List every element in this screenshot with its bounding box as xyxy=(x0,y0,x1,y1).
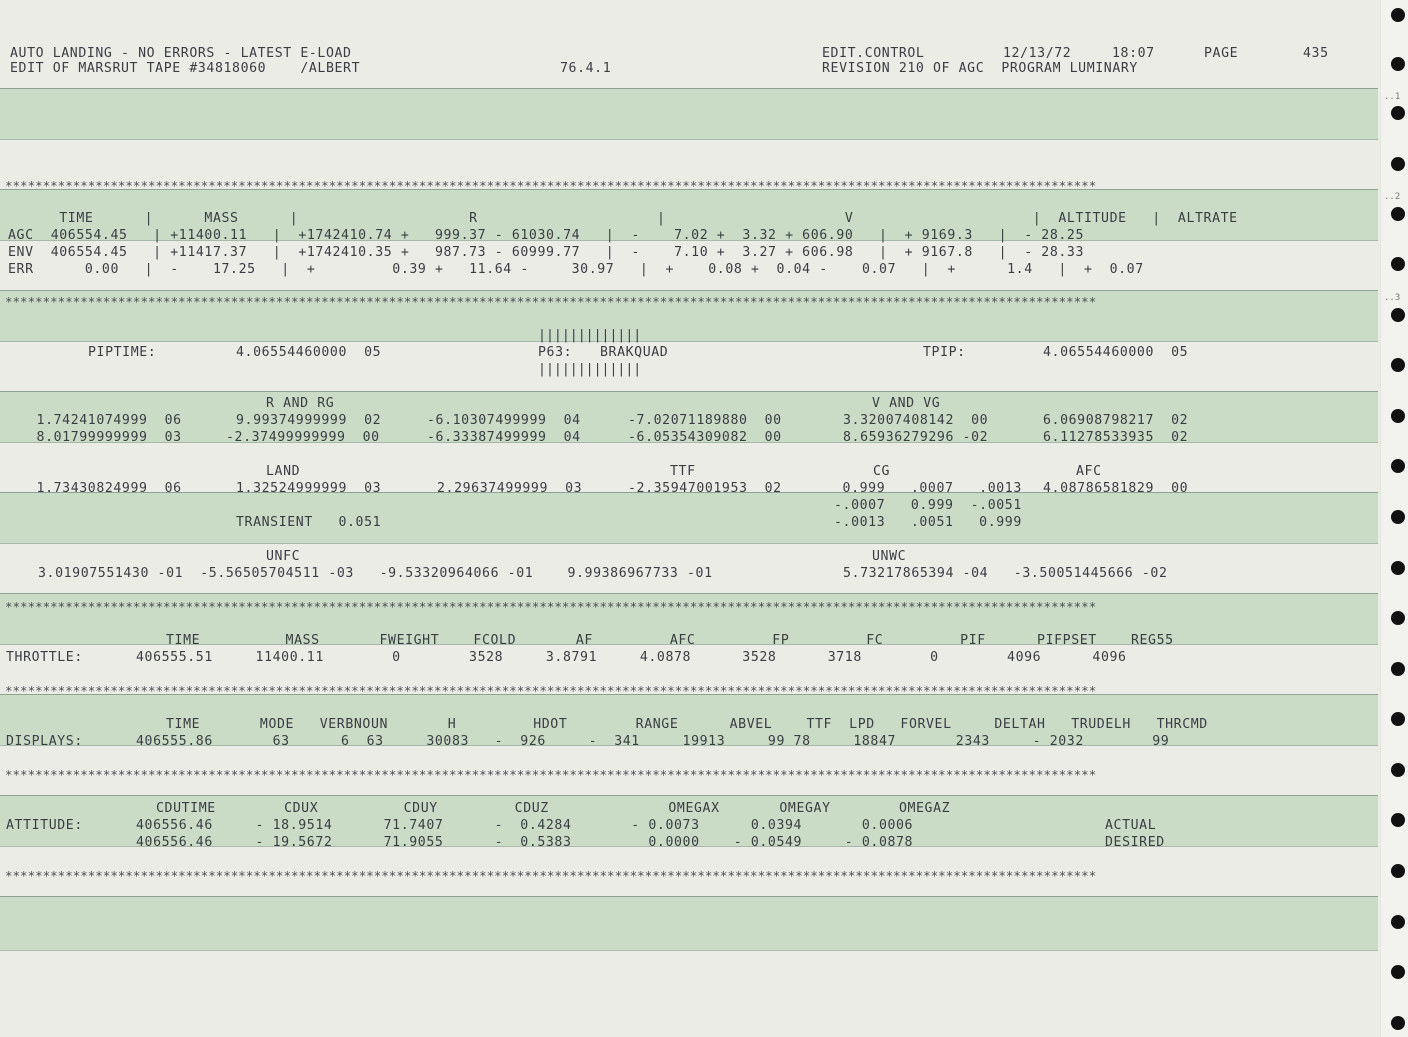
tpip-value: 4.06554460000 05 xyxy=(1043,345,1189,360)
header-time: 18:07 xyxy=(1112,46,1155,61)
land-label: LAND xyxy=(266,464,301,479)
fold-mark: ..2 xyxy=(1384,192,1401,202)
unfc-row: 3.01907551430 -01 -5.56505704511 -03 -9.53320964066 -01 9.99386967733 -01 xyxy=(38,566,713,581)
tpip-label: TPIP: xyxy=(923,345,966,360)
r-rg-label: R AND RG xyxy=(266,396,335,411)
sprocket-hole-icon xyxy=(1391,257,1405,271)
vector-cell: 1.74241074999 06 xyxy=(28,413,182,428)
vector-cell: -2.37499999999 00 xyxy=(226,430,380,445)
asterisk-separator: ************************************************************************************************************************************************* xyxy=(5,767,1097,782)
green-band xyxy=(0,492,1378,544)
asterisk-separator: ************************************************************************************************************************************************* xyxy=(5,294,1097,309)
asterisk-separator: ************************************************************************************************************************************************* xyxy=(5,178,1097,193)
sprocket-hole-icon xyxy=(1391,763,1405,777)
piptime-label: PIPTIME: xyxy=(88,345,157,360)
header-edit-control: EDIT.CONTROL xyxy=(822,46,925,61)
header-version: 76.4.1 xyxy=(560,61,612,76)
sprocket-hole-icon xyxy=(1391,157,1405,171)
sprocket-hole-icon xyxy=(1391,308,1405,322)
afc-value: 4.08786581829 00 xyxy=(1043,481,1189,496)
attitude-actual-row: 406556.46 - 18.9514 71.7407 - 0.4284 - 0.0073 0.0394 0.0006 xyxy=(136,818,914,833)
sprocket-hole-icon xyxy=(1391,459,1405,473)
vector-cell: -6.10307499999 04 xyxy=(427,413,581,428)
attitude-desired-row: 406556.46 - 19.5672 71.9055 - 0.5383 0.0000 - 0.0549 - 0.0878 xyxy=(136,835,914,850)
ttf-value: -2.35947001953 02 xyxy=(628,481,782,496)
throttle-values: 406555.51 11400.11 0 3528 3.8791 4.0878 3528 3718 0 4096 4096 xyxy=(136,650,1127,665)
throttle-label: THROTTLE: xyxy=(6,650,83,665)
sprocket-hole-icon xyxy=(1391,662,1405,676)
bar-marks-top: ||||||||||||| xyxy=(538,328,642,343)
header-page-number: 435 xyxy=(1303,46,1329,61)
displays-label: DISPLAYS: xyxy=(6,734,83,749)
cg-row: -.0007 0.999 -.0051 xyxy=(834,498,1022,513)
cg-row: 0.999 .0007 .0013 xyxy=(834,481,1022,496)
sprocket-hole-icon xyxy=(1391,358,1405,372)
green-band xyxy=(0,896,1378,951)
unwc-label: UNWC xyxy=(872,549,907,564)
vector-cell: 6.06908798217 02 xyxy=(1043,413,1189,428)
vector-cell: -6.33387499999 04 xyxy=(427,430,581,445)
unwc-row: 5.73217865394 -04 -3.50051445666 -02 xyxy=(843,566,1168,581)
piptime-value: 4.06554460000 05 xyxy=(236,345,382,360)
desired-label: DESIRED xyxy=(1105,835,1165,850)
sprocket-hole-icon xyxy=(1391,915,1405,929)
vector-cell: -7.02071189880 00 xyxy=(628,413,782,428)
displays-values: 406555.86 63 6 63 30083 - 926 - 341 19913 99 78 18847 2343 - 2032 99 xyxy=(136,734,1170,749)
header-title: AUTO LANDING - NO ERRORS - LATEST E-LOAD xyxy=(10,46,352,61)
asterisk-separator: ************************************************************************************************************************************************* xyxy=(5,868,1097,883)
vector-cell: 6.11278533935 02 xyxy=(1043,430,1189,445)
program-label: P63: xyxy=(538,345,573,360)
attitude-label: ATTITUDE: xyxy=(6,818,83,833)
state-table-header: TIME | MASS | R | V | ALTITUDE | ALTRATE xyxy=(8,211,1238,226)
attitude-headers: CDUTIME CDUX CDUY CDUZ OMEGAX OMEGAY OMEGAZ xyxy=(156,801,951,816)
cg-label: CG xyxy=(873,464,891,479)
sprocket-hole-icon xyxy=(1391,106,1405,120)
actual-label: ACTUAL xyxy=(1105,818,1157,833)
transient-line: TRANSIENT 0.051 xyxy=(236,515,382,530)
vector-cell: 3.32007408142 00 xyxy=(843,413,989,428)
displays-headers: TIME MODE VERBNOUN H HDOT RANGE ABVEL TTF LPD FORVEL DELTAH TRUDELH THRCMD xyxy=(166,717,1208,732)
fold-mark: ..3 xyxy=(1384,293,1401,303)
state-row-err: ERR 0.00 | - 17.25 | + 0.39 + 11.64 - 30.97 | + 0.08 + 0.04 - 0.07 | + 1.4 | + 0.07 xyxy=(8,262,1144,277)
header-page-label: PAGE xyxy=(1204,46,1239,61)
sprocket-hole-icon xyxy=(1391,510,1405,524)
state-row-agc: AGC 406554.45 | +11400.11 | +1742410.74 + 999.37 - 61030.74 | - 7.02 + 3.32 + 606.90 | + 9169.3 | - 28.25 xyxy=(8,228,1084,243)
afc-label: AFC xyxy=(1076,464,1102,479)
program-mode: BRAKQUAD xyxy=(600,345,669,360)
v-vg-label: V AND VG xyxy=(872,396,941,411)
sprocket-hole-icon xyxy=(1391,965,1405,979)
vector-cell: 8.65936279296 -02 xyxy=(843,430,989,445)
throttle-headers: TIME MASS FWEIGHT FCOLD AF AFC FP FC PIF PIFPSET REG55 xyxy=(166,633,1174,648)
sprocket-hole-icon xyxy=(1391,813,1405,827)
sprocket-hole-icon xyxy=(1391,409,1405,423)
cg-row: -.0013 .0051 0.999 xyxy=(834,515,1022,530)
sprocket-hole-icon xyxy=(1391,561,1405,575)
sprocket-hole-icon xyxy=(1391,8,1405,22)
asterisk-separator: ************************************************************************************************************************************************* xyxy=(5,599,1097,614)
land-cell: 1.73430824999 06 xyxy=(28,481,182,496)
asterisk-separator: ************************************************************************************************************************************************* xyxy=(5,683,1097,698)
sprocket-hole-icon xyxy=(1391,712,1405,726)
sprocket-hole-icon xyxy=(1391,611,1405,625)
land-cell: 2.29637499999 03 xyxy=(437,481,583,496)
bar-marks-bottom: ||||||||||||| xyxy=(538,362,642,377)
header-tape-line: EDIT OF MARSRUT TAPE #34818060 /ALBERT xyxy=(10,61,361,76)
sprocket-hole-icon xyxy=(1391,57,1405,71)
header-revision: REVISION 210 OF AGC PROGRAM LUMINARY xyxy=(822,61,1138,76)
sprocket-hole-icon xyxy=(1391,1016,1405,1030)
land-cell: 1.32524999999 03 xyxy=(236,481,382,496)
sprocket-hole-icon xyxy=(1391,207,1405,221)
header-date: 12/13/72 xyxy=(1003,46,1072,61)
fold-mark: ..1 xyxy=(1384,92,1401,102)
green-band xyxy=(0,88,1378,140)
vector-cell: -6.05354309082 00 xyxy=(628,430,782,445)
state-row-env: ENV 406554.45 | +11417.37 | +1742410.35 + 987.73 - 60999.77 | - 7.10 + 3.27 + 606.98 | + 9167.8 | - 28.33 xyxy=(8,245,1084,260)
sprocket-hole-icon xyxy=(1391,864,1405,878)
ttf-label: TTF xyxy=(670,464,696,479)
vector-cell: 9.99374999999 02 xyxy=(236,413,382,428)
unfc-label: UNFC xyxy=(266,549,301,564)
vector-cell: 8.01799999999 03 xyxy=(28,430,182,445)
